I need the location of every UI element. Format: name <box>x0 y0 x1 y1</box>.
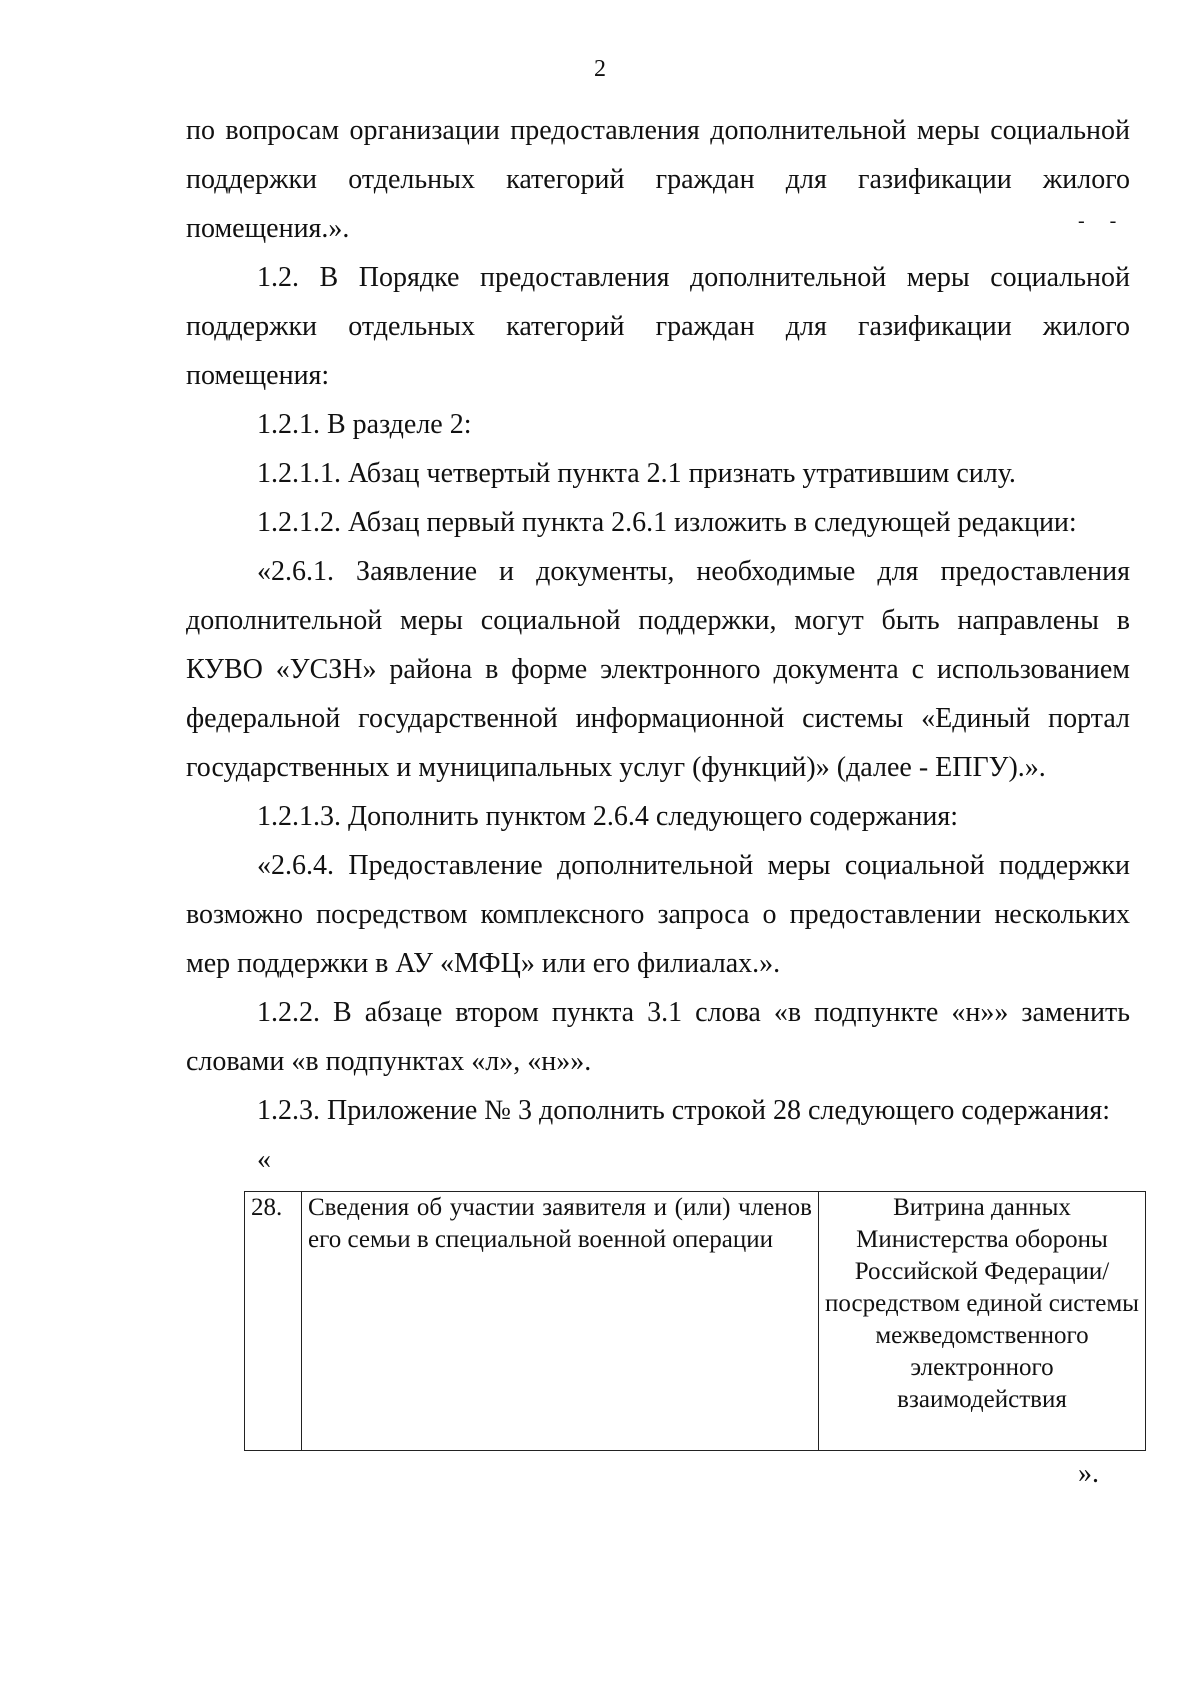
paragraph-quote-2-6-4: «2.6.4. Предоставление дополнительной меры социальной поддержки возможно посредством комплексного запроса о предоставлении нескольких мер поддержки в АУ «МФЦ» или его филиалах.». <box>186 850 1130 979</box>
table-row <box>245 1192 1146 1451</box>
row-source-cell: Витрина данных Министерства обороны Российской Федерации/ посредством единой системы межведомственного электронного взаимодействия <box>819 1192 1146 1451</box>
stray-marks: - - <box>1078 210 1127 232</box>
paragraph-1-2-2: 1.2.2. В абзаце втором пункта 3.1 слова «в подпункте «н»» заменить словами «в подпунктах «л», «н»». <box>186 997 1130 1077</box>
close-quote-mark: ». <box>1078 1458 1099 1489</box>
paragraph-1-2-1-1: 1.2.1.1. Абзац четвертый пункта 2.1 признать утратившим силу. <box>257 458 1016 489</box>
paragraph-continuation: по вопросам организации предоставления дополнительной меры социальной поддержки отдельных категорий граждан для газификации жилого помещения.». <box>186 115 1130 244</box>
paragraph-1-2-1-3: 1.2.1.3. Дополнить пунктом 2.6.4 следующего содержания: <box>257 801 959 832</box>
row-description-cell: Сведения об участии заявителя и (или) членов его семьи в специальной военной операции <box>302 1192 819 1451</box>
paragraph-1-2-1-2: 1.2.1.2. Абзац первый пункта 2.6.1 изложить в следующей редакции: <box>257 507 1077 538</box>
paragraph-1-2-1: 1.2.1. В разделе 2: <box>257 409 472 440</box>
paragraph-1-2-3: 1.2.3. Приложение № 3 дополнить строкой 28 следующего содержания: <box>257 1095 1111 1126</box>
document-body <box>186 106 1130 1180</box>
open-quote-mark: « <box>257 1144 271 1175</box>
row-number-cell: 28. <box>245 1192 302 1451</box>
paragraph-1-2: 1.2. В Порядке предоставления дополнительной меры социальной поддержки отдельных категорий граждан для газификации жилого помещения: <box>186 262 1130 391</box>
page-number: 2 <box>594 56 606 82</box>
paragraph-quote-2-6-1: «2.6.1. Заявление и документы, необходимые для предоставления дополнительной меры социальной поддержки, могут быть направлены в КУВО «УСЗН» района в форме электронного документа с использованием федеральной государственной информационной системы «Единый портал государственных и муниципальных услуг (функций)» (далее - ЕПГУ).». <box>186 556 1130 783</box>
appendix-row-table <box>244 1191 1146 1451</box>
